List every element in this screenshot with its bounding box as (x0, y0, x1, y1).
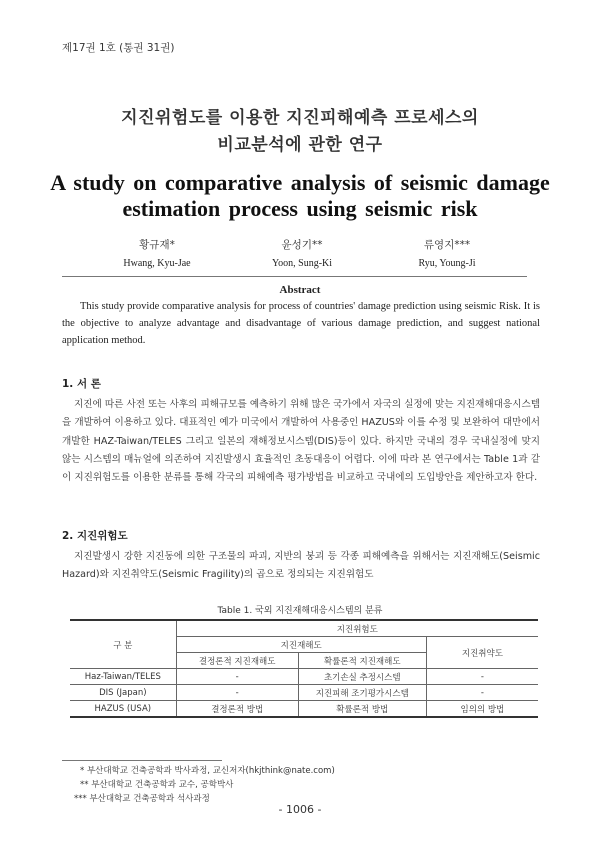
table-cell-deterministic: - (176, 669, 298, 685)
table-cell-deterministic: - (176, 685, 298, 701)
author-name-korean: 류영지*** (423, 239, 471, 251)
author-name-english: Hwang, Kyu-Jae (123, 258, 191, 269)
title-korean-line-1: 지진위험도를 이용한 지진피해예측 프로세스의 (121, 108, 479, 128)
table-header-seismic-hazard: 지진재해도 (176, 637, 426, 653)
table-row (70, 685, 538, 701)
author-list (92, 237, 512, 269)
classification-table (70, 619, 538, 718)
journal-issue: 제17권 1호 (통권 31권) (62, 42, 175, 54)
divider (62, 276, 527, 277)
table-cell-system: Haz-Taiwan/TELES (70, 669, 176, 685)
table-header-deterministic: 결정론적 지진재해도 (176, 653, 298, 669)
table-header-probabilistic: 확률론적 지진재해도 (298, 653, 426, 669)
author-1 (92, 237, 222, 269)
table-caption: Table 1. 국외 지진재해대응시스템의 분류 (217, 606, 383, 616)
author-name-korean: 황규재* (139, 239, 175, 251)
table-cell-probabilistic: 확률론적 방법 (298, 701, 426, 718)
table-cell-probabilistic: 지진피해 조기평가시스템 (298, 685, 426, 701)
footnote-3: *** 부산대학교 건축공학과 석사과정 (74, 794, 210, 804)
table-header-category: 구 분 (70, 620, 176, 669)
table-header-seismic-risk: 지진위험도 (176, 620, 538, 637)
author-name-english: Ryu, Young-Ji (418, 258, 476, 269)
footnote-2: ** 부산대학교 건축공학과 교수, 공학박사 (80, 780, 234, 790)
section-1-heading: 1. 서 론 (62, 378, 101, 390)
footnote-divider (62, 760, 222, 761)
table-cell-probabilistic: 초기손실 추정시스템 (298, 669, 426, 685)
table-cell-system: DIS (Japan) (70, 685, 176, 701)
section-2-heading: 2. 지진위험도 (62, 530, 128, 542)
author-2 (237, 237, 367, 269)
table-cell-system: HAZUS (USA) (70, 701, 176, 718)
table-cell-fragility: 임의의 방법 (426, 701, 538, 718)
abstract-heading: Abstract (279, 284, 321, 296)
table-row (70, 701, 538, 718)
table-header-seismic-fragility: 지진취약도 (426, 637, 538, 669)
table-cell-deterministic: 결정론적 방법 (176, 701, 298, 718)
section-1-body: 지진에 따른 사전 또는 사후의 피해규모를 예측하기 위해 많은 국가에서 자국의 실정에 맞는 지진재해대응시스템을 개발하여 이용하고 있다. 대표적인 예가 미국에서 개발하여 사용중인 HAZUS와 이를 수정 및 보완하여 대만에서 개발한 HAZ-Taiwan/TELES 그리고 일본의 재해정보시스템(DIS)등이 있다. 하지만 국내의 경우 국내실정에 맞지 않는 시스템의 매뉴얼에 의존하여 지진발생시 효율적인 초동대응이 어렵다. 이에 따라 본 연구에서는 Table 1과 같이 지진위험도를 이용한 분류를 통해 각국의 피해예측 평가방법을 비교하고 국내에의 도입방안을 제안하고자 한다. (62, 399, 540, 484)
section-2-body: 지진발생시 강한 지진동에 의한 구조물의 파괴, 지반의 붕괴 등 각종 피해예측을 위해서는 지진재해도(Seismic Hazard)와 지진취약도(Seismic Fragility)의 곱으로 정의되는 지진위험도 (62, 551, 540, 581)
page-number: - 1006 - (278, 803, 322, 816)
author-name-english: Yoon, Sung-Ki (271, 258, 333, 269)
title-english-line-1: A study on comparative analysis of seismic damage (50, 170, 550, 195)
title-english-line-2: estimation process using seismic risk (122, 196, 478, 221)
title-korean-line-2: 비교분석에 관한 연구 (217, 135, 383, 155)
table-row (70, 669, 538, 685)
footnote-1: * 부산대학교 건축공학과 박사과정, 교신저자(hkjthink@nate.com) (80, 766, 335, 776)
table-cell-fragility: - (426, 685, 538, 701)
abstract-body: This study provide comparative analysis for process of countries' damage prediction using seismic Risk. It is the objective to analyze advantage and disadvantage of various damage prediction, and suggest national application method. (62, 301, 540, 346)
author-3 (382, 237, 512, 269)
author-name-korean: 윤성기** (281, 239, 323, 251)
table-cell-fragility: - (426, 669, 538, 685)
